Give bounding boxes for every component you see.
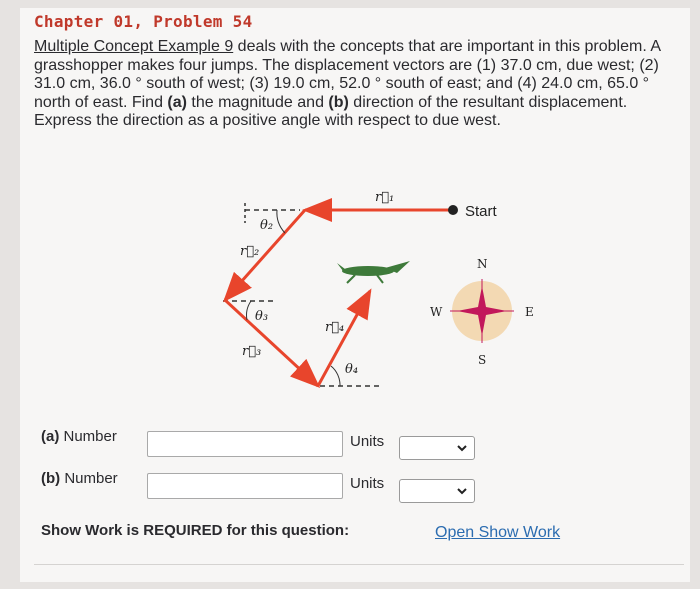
part-a-label-text: Number (59, 428, 117, 445)
page-title: Chapter 01, Problem 54 (34, 12, 253, 31)
divider (34, 564, 684, 565)
part-b-marker: (b) (328, 93, 349, 111)
part-b-number-input[interactable] (147, 473, 343, 499)
part-a-label-marker: (a) (41, 428, 60, 445)
arc-theta2 (277, 210, 285, 233)
problem-text-2: the magnitude and (186, 93, 329, 111)
problem-text-3: direction of the resultant displacement. Express the direction as a positive angle with respect to due west. (34, 93, 628, 129)
part-b-label-text: Number (60, 470, 118, 487)
chevron-down-icon (456, 442, 468, 454)
example-link[interactable]: Multiple Concept Example 9 (34, 38, 234, 55)
grasshopper-icon (337, 261, 410, 283)
part-b-units-select[interactable] (399, 479, 475, 503)
start-label: Start (465, 203, 497, 220)
vector-r4 (318, 291, 370, 386)
part-a-units-select[interactable] (399, 436, 475, 460)
start-point (448, 205, 458, 215)
label-r1: r⃗₁ (375, 190, 395, 205)
label-theta3: θ₃ (255, 309, 269, 324)
chevron-down-icon (456, 485, 468, 497)
label-theta2: θ₂ (260, 218, 274, 233)
label-r2: r⃗₂ (240, 244, 260, 259)
compass-east: E (525, 305, 534, 319)
displacement-figure (185, 183, 545, 413)
compass-south: S (478, 353, 487, 367)
part-a-marker: (a) (167, 93, 187, 111)
arc-theta4 (331, 366, 340, 386)
vector-r3 (225, 300, 318, 386)
arc-theta3 (247, 301, 251, 320)
open-show-work-link[interactable]: Open Show Work (435, 524, 561, 541)
part-a-number-input[interactable] (147, 431, 343, 457)
problem-statement (34, 38, 684, 131)
part-b-units-label: Units (350, 475, 385, 492)
label-r3: r⃗₃ (242, 344, 262, 359)
compass-west: W (430, 305, 443, 319)
part-b-label (41, 470, 118, 487)
compass-north: N (477, 257, 488, 271)
part-a-label (41, 428, 117, 445)
show-work-prompt: Show Work is REQUIRED for this question: (41, 522, 350, 539)
problem-text-1: deals with the concepts that are important in this problem. A grasshopper makes four jumps. The displacement vectors are (1) 37.0 cm, due west; (2) 31.0 cm, 36.0 ° south of west; (3) 19.0 cm, 52.0 ° south of east; and (4) 24.0 cm, 65.0 ° north of east. Find (34, 38, 661, 111)
label-theta4: θ₄ (345, 362, 359, 377)
part-a-units-label: Units (350, 433, 385, 450)
label-r4: r⃗₄ (325, 320, 345, 335)
part-b-label-marker: (b) (41, 470, 61, 487)
compass (430, 257, 534, 367)
problem-card (20, 8, 690, 582)
